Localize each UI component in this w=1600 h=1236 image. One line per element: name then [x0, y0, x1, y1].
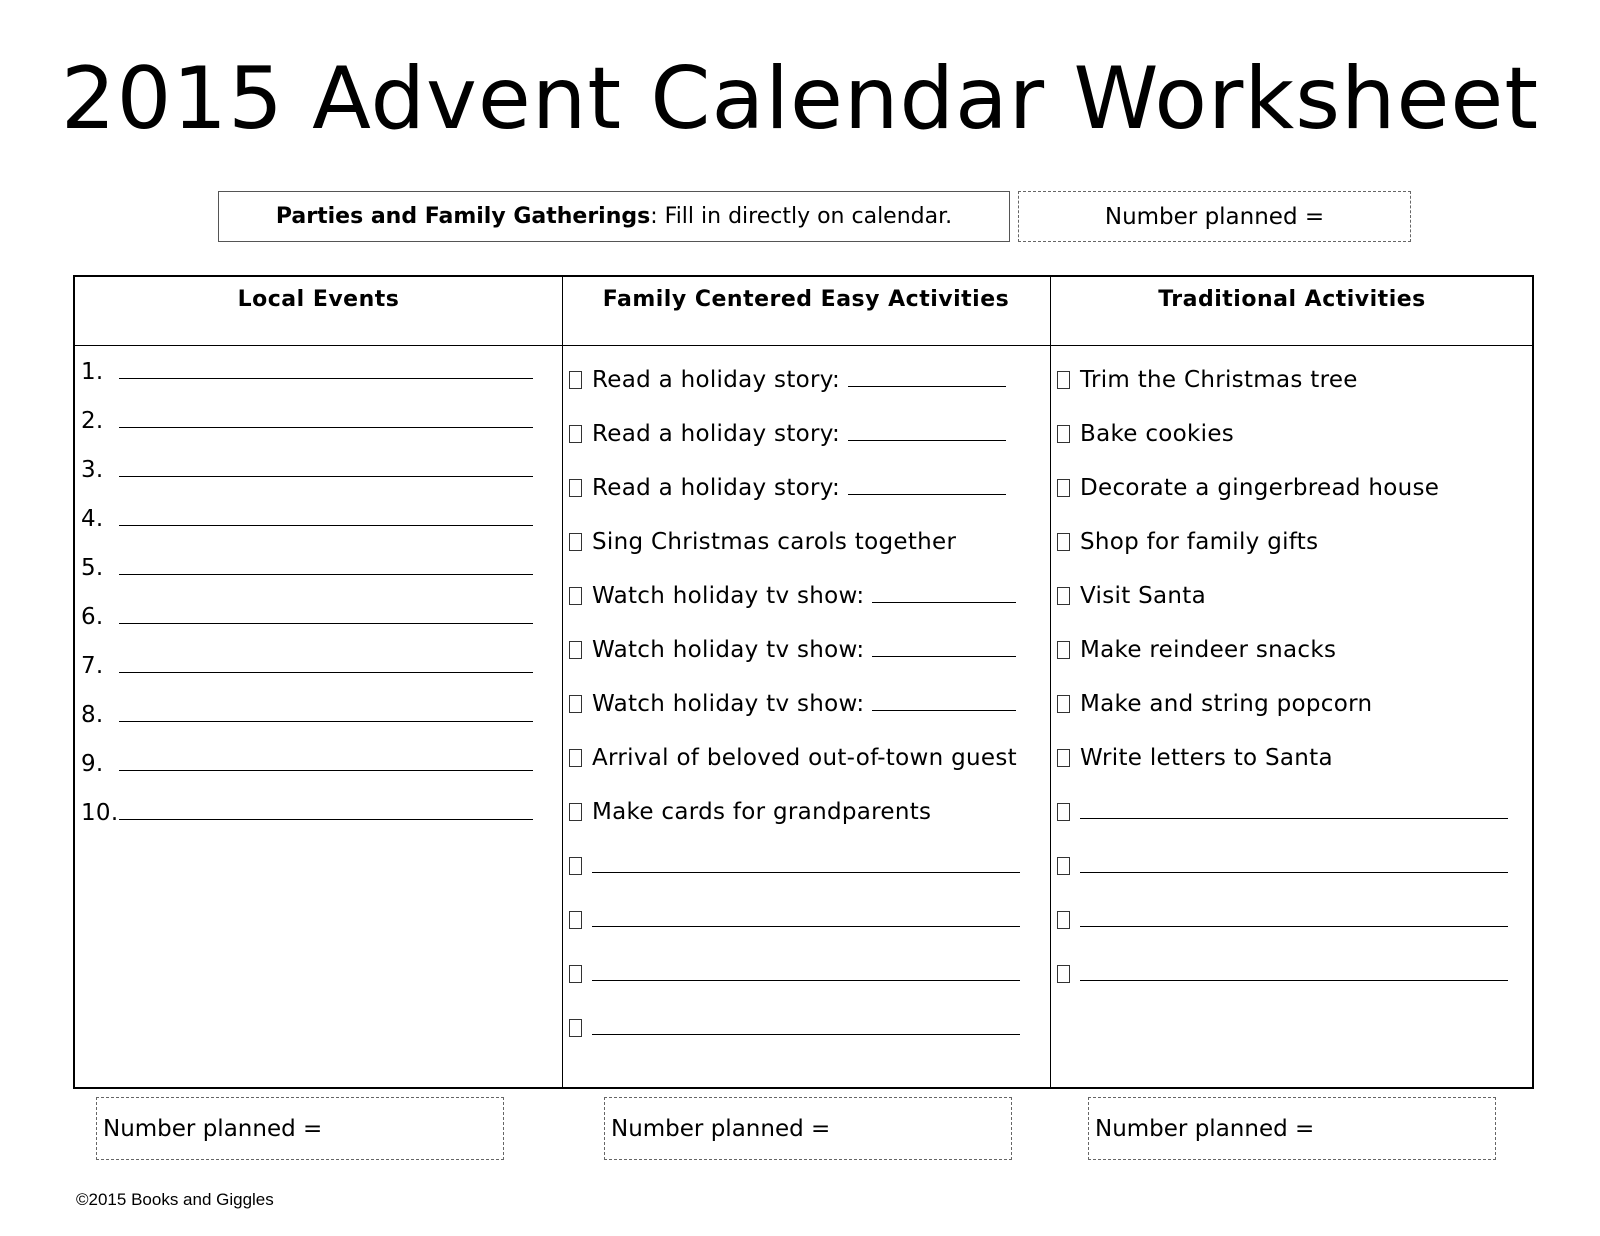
- local-event-number: 4.: [81, 506, 104, 532]
- family-activities-header: Family Centered Easy Activities: [602, 287, 1010, 312]
- local-event-blank[interactable]: [119, 622, 533, 624]
- traditional-activities-header: Traditional Activities: [1158, 287, 1426, 312]
- traditional-activities-number-planned[interactable]: [1088, 1097, 1496, 1160]
- traditional-activity-row: [1057, 793, 1508, 825]
- traditional-activity-blank[interactable]: [1080, 925, 1508, 927]
- checkbox-icon[interactable]: [1057, 371, 1070, 389]
- traditional-activity-row: [1057, 685, 1372, 717]
- traditional-activity-label: Trim the Christmas tree: [1080, 367, 1358, 393]
- traditional-activity-label: Bake cookies: [1080, 421, 1235, 447]
- checkbox-icon[interactable]: [1057, 749, 1070, 767]
- local-event-number: 8.: [81, 702, 104, 728]
- parties-number-planned[interactable]: [1018, 191, 1411, 242]
- traditional-activity-label: Visit Santa: [1080, 583, 1207, 609]
- local-event-number: 7.: [81, 653, 104, 679]
- traditional-activity-blank[interactable]: [1080, 871, 1508, 873]
- traditional-activity-row: [1057, 469, 1439, 501]
- parties-label: Parties and Family Gatherings: [275, 204, 651, 229]
- checkbox-icon[interactable]: [1057, 425, 1070, 443]
- family-activity-blank[interactable]: [592, 871, 1020, 873]
- family-activity-blank[interactable]: [592, 925, 1020, 927]
- local-event-blank[interactable]: [119, 720, 533, 722]
- copyright-notice: ©2015 Books and Giggles: [76, 1190, 274, 1209]
- checkbox-icon[interactable]: [569, 425, 582, 443]
- local-event-blank[interactable]: [119, 818, 533, 820]
- local-event-row: [81, 353, 533, 385]
- family-activity-label: Read a holiday story:: [592, 475, 841, 501]
- checkbox-icon[interactable]: [1057, 479, 1070, 497]
- local-event-number: 10.: [81, 800, 119, 826]
- family-activity-row: [569, 901, 1020, 933]
- family-number-planned-label: Number planned =: [611, 1115, 831, 1142]
- parties-instruction: [218, 191, 1010, 242]
- checkbox-icon[interactable]: [1057, 911, 1070, 929]
- checkbox-icon[interactable]: [569, 965, 582, 983]
- checkbox-icon[interactable]: [1057, 857, 1070, 875]
- checkbox-icon[interactable]: [569, 803, 582, 821]
- traditional-activity-label: Shop for family gifts: [1080, 529, 1319, 555]
- family-activity-label: Watch holiday tv show:: [592, 691, 865, 717]
- family-activity-label: Read a holiday story:: [592, 421, 841, 447]
- checkbox-icon[interactable]: [1057, 533, 1070, 551]
- page-title: 2015 Advent Calendar Worksheet: [60, 49, 1540, 149]
- checkbox-icon[interactable]: [569, 695, 582, 713]
- local-event-row: [81, 647, 533, 679]
- column-divider: [562, 277, 563, 1087]
- traditional-number-planned-label: Number planned =: [1095, 1115, 1315, 1142]
- checkbox-icon[interactable]: [569, 371, 582, 389]
- checkbox-icon[interactable]: [569, 533, 582, 551]
- family-activity-row: [569, 631, 1016, 663]
- family-activities-number-planned[interactable]: [604, 1097, 1012, 1160]
- family-activity-row: [569, 955, 1020, 987]
- checkbox-icon[interactable]: [1057, 695, 1070, 713]
- family-activity-row: [569, 739, 1017, 771]
- family-activity-row: [569, 847, 1020, 879]
- local-event-row: [81, 598, 533, 630]
- activities-table: [73, 275, 1534, 1089]
- traditional-activity-row: [1057, 415, 1234, 447]
- local-event-row: [81, 794, 533, 826]
- local-events-number-planned[interactable]: [96, 1097, 504, 1160]
- traditional-activity-blank[interactable]: [1080, 979, 1508, 981]
- traditional-activity-row: [1057, 901, 1508, 933]
- family-activity-blank[interactable]: [592, 1033, 1020, 1035]
- local-event-number: 2.: [81, 408, 104, 434]
- family-activity-row: [569, 415, 1006, 447]
- traditional-activity-label: Write letters to Santa: [1080, 745, 1333, 771]
- family-activity-label: Sing Christmas carols together: [592, 529, 957, 555]
- parties-number-planned-label: Number planned =: [1104, 203, 1325, 230]
- local-event-blank[interactable]: [119, 524, 533, 526]
- local-event-number: 1.: [81, 359, 104, 385]
- local-event-blank[interactable]: [119, 671, 533, 673]
- column-divider: [1050, 277, 1051, 1087]
- traditional-activity-label: Make reindeer snacks: [1080, 637, 1337, 663]
- checkbox-icon[interactable]: [1057, 803, 1070, 821]
- header-divider: [75, 345, 1532, 346]
- family-activity-blank[interactable]: [872, 655, 1016, 657]
- family-activity-blank[interactable]: [592, 979, 1020, 981]
- family-activity-row: [569, 523, 956, 555]
- local-event-row: [81, 696, 533, 728]
- traditional-activity-row: [1057, 523, 1318, 555]
- family-activity-row: [569, 793, 931, 825]
- traditional-activity-blank[interactable]: [1080, 817, 1508, 819]
- family-activity-row: [569, 577, 1016, 609]
- checkbox-icon[interactable]: [569, 641, 582, 659]
- traditional-activity-row: [1057, 577, 1206, 609]
- local-event-row: [81, 549, 533, 581]
- family-activity-blank[interactable]: [848, 493, 1006, 495]
- checkbox-icon[interactable]: [569, 857, 582, 875]
- traditional-activity-row: [1057, 847, 1508, 879]
- checkbox-icon[interactable]: [1057, 965, 1070, 983]
- local-event-row: [81, 745, 533, 777]
- family-activity-blank[interactable]: [848, 385, 1006, 387]
- local-event-number: 5.: [81, 555, 104, 581]
- local-event-blank[interactable]: [119, 426, 533, 428]
- checkbox-icon[interactable]: [569, 1019, 582, 1037]
- family-activity-blank[interactable]: [848, 439, 1006, 441]
- family-activity-label: Read a holiday story:: [592, 367, 841, 393]
- local-events-header: Local Events: [237, 287, 400, 312]
- local-event-number: 3.: [81, 457, 104, 483]
- local-event-blank[interactable]: [119, 769, 533, 771]
- family-activity-label: Watch holiday tv show:: [592, 637, 865, 663]
- family-activity-label: Make cards for grandparents: [592, 799, 932, 825]
- local-event-row: [81, 402, 533, 434]
- local-event-number: 6.: [81, 604, 104, 630]
- family-activity-row: [569, 469, 1006, 501]
- traditional-activity-label: Make and string popcorn: [1080, 691, 1373, 717]
- checkbox-icon[interactable]: [1057, 587, 1070, 605]
- local-event-number: 9.: [81, 751, 104, 777]
- local-event-row: [81, 500, 533, 532]
- local-event-blank[interactable]: [119, 475, 533, 477]
- family-activity-label: Watch holiday tv show:: [592, 583, 865, 609]
- local-event-blank[interactable]: [119, 573, 533, 575]
- family-activity-blank[interactable]: [872, 601, 1016, 603]
- traditional-activity-row: [1057, 361, 1358, 393]
- family-activity-blank[interactable]: [872, 709, 1016, 711]
- checkbox-icon[interactable]: [569, 749, 582, 767]
- traditional-activity-row: [1057, 631, 1336, 663]
- parties-instruction-text: : Fill in directly on calendar.: [650, 204, 953, 229]
- checkbox-icon[interactable]: [569, 587, 582, 605]
- family-activity-row: [569, 685, 1016, 717]
- family-activity-row: [569, 361, 1006, 393]
- traditional-activity-label: Decorate a gingerbread house: [1080, 475, 1440, 501]
- traditional-activity-row: [1057, 955, 1508, 987]
- traditional-activity-row: [1057, 739, 1333, 771]
- family-activity-row: [569, 1009, 1020, 1041]
- local-number-planned-label: Number planned =: [103, 1115, 323, 1142]
- checkbox-icon[interactable]: [1057, 641, 1070, 659]
- local-event-blank[interactable]: [119, 377, 533, 379]
- checkbox-icon[interactable]: [569, 911, 582, 929]
- local-event-row: [81, 451, 533, 483]
- checkbox-icon[interactable]: [569, 479, 582, 497]
- family-activity-label: Arrival of beloved out-of-town guest: [592, 745, 1017, 771]
